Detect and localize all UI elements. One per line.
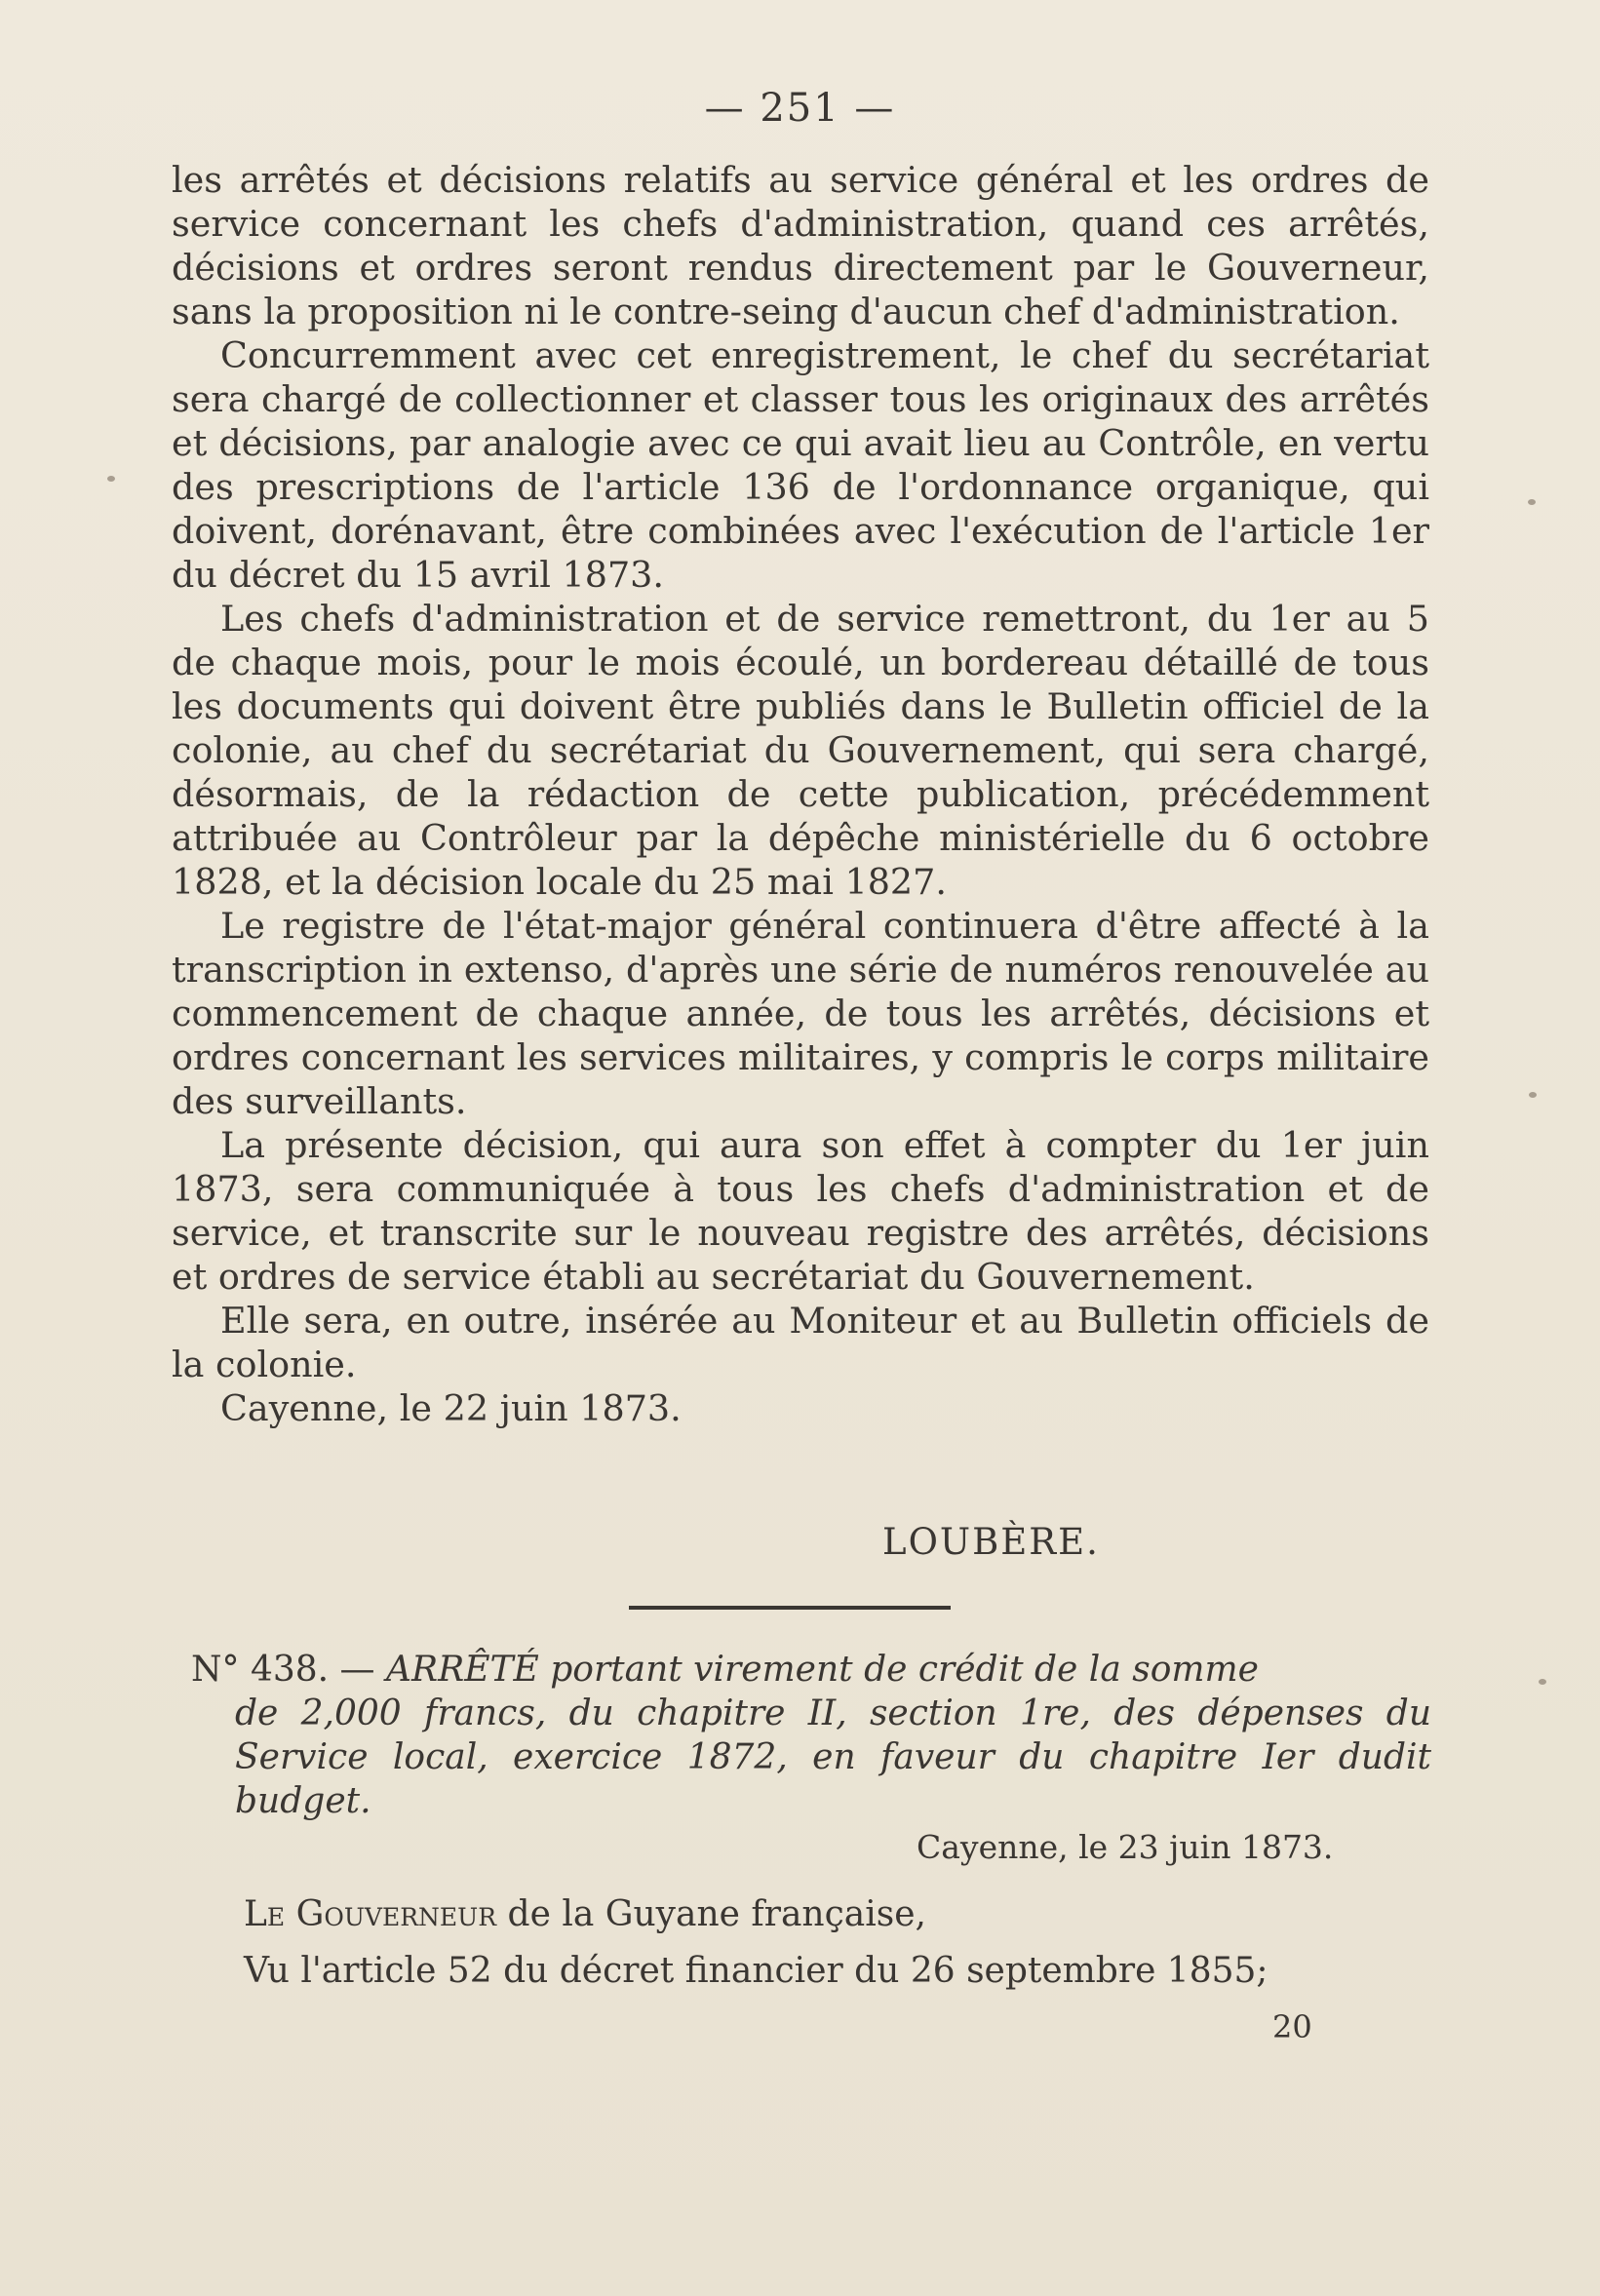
- signature-mark: 20: [1272, 2008, 1312, 2045]
- paragraph: les arrêtés et décisions relatifs au service général et les ordres de service concernant les chefs d'administration, quand ces arrêtés, décisions et ordres seront rendus directement par le Gouverneur, sans la proposition ni le contre-seing d'aucun chef d'administration.: [172, 159, 1429, 332]
- ink-speck: [107, 476, 115, 482]
- decision-text: [172, 158, 1429, 1430]
- governor-location: de la Guyane française,: [496, 1894, 926, 1934]
- arrete-title: ARRÊTÉ portant virement de crédit de la somme: [386, 1650, 1259, 1690]
- paragraph: Concurremment avec cet enregistrement, le chef du secrétariat sera chargé de collectionner et classer tous les originaux des arrêtés et décisions, par analogie avec ce qui avait lieu au Contrôle, en vertu des prescriptions de l'article 136 de l'ordonnance organique, qui doivent, dorénavant, être combinées avec l'exécution de l'article 1er du décret du 15 avril 1873.: [172, 334, 1429, 596]
- paragraph: Elle sera, en outre, insérée au Moniteur et au Bulletin officiels de la colonie.: [172, 1300, 1429, 1385]
- page-number: — 251 —: [704, 86, 896, 131]
- ink-speck: [1528, 499, 1536, 505]
- arrete-date: Cayenne, le 23 juin 1873.: [917, 1828, 1334, 1866]
- ink-speck: [1529, 1092, 1537, 1098]
- paragraph: La présente décision, qui aura son effet à compter du 1er juin 1873, sera communiquée à tous les chefs d'administration et de service, et transcrite sur le nouveau registre des arrêtés, décisions et ordres de service établi au secrétariat du Gouvernement.: [172, 1124, 1429, 1298]
- governor-title: Le Gouverneur: [244, 1894, 497, 1934]
- ink-speck: [1539, 1679, 1546, 1685]
- paragraph: Le registre de l'état-major général continuera d'être affecté à la transcription in extenso, d'après une série de numéros renouvelée au commencement de chaque année, de tous les arrêtés, décisions et ordres concernant les services militaires, y compris le corps militaire des surveillants.: [172, 905, 1429, 1122]
- arrete-preamble: [244, 1887, 1433, 2000]
- arrete-title-continued: de 2,000 francs, du chapitre II, section 1re, des dépenses du Service local, exercice 1872, en faveur du chapitre Ier dudit budget.: [235, 1693, 1431, 1821]
- section-divider: [629, 1606, 951, 1610]
- signature: LOUBÈRE.: [882, 1521, 1100, 1563]
- arrete-heading: [191, 1648, 1431, 1823]
- preamble-line: Vu l'article 52 du décret financier du 26 septembre 1855;: [244, 1951, 1268, 1991]
- arrete-number: N° 438. —: [191, 1650, 375, 1690]
- paragraph: Les chefs d'administration et de service remettront, du 1er au 5 de chaque mois, pour le mois écoulé, un bordereau détaillé de tous les documents qui doivent être publiés dans le Bulletin officiel de la colonie, au chef du secrétariat du Gouvernement, qui sera chargé, désormais, de la rédaction de cette publication, précédemment attribuée au Contrôleur par la dépêche ministérielle du 6 octobre 1828, et la décision locale du 25 mai 1827.: [172, 598, 1429, 903]
- dateline: Cayenne, le 22 juin 1873.: [220, 1387, 682, 1429]
- preamble-line: [244, 1887, 1433, 1943]
